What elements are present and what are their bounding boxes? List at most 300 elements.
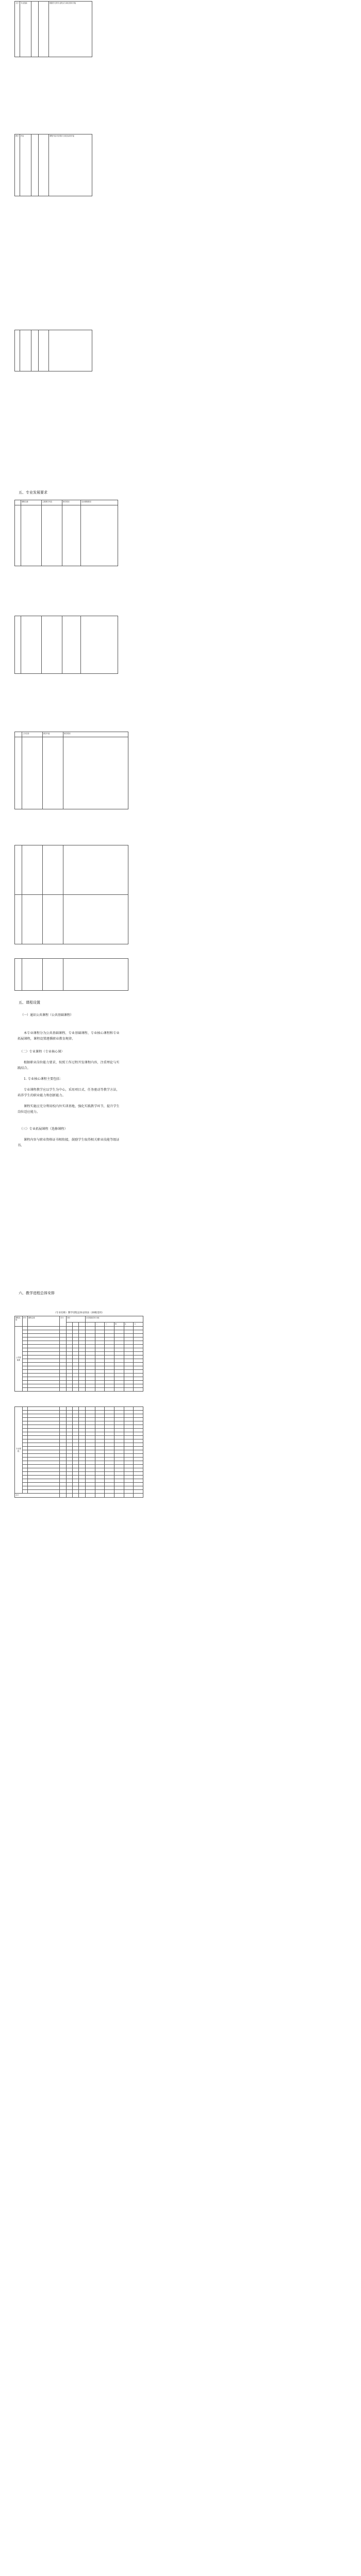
table-cell — [114, 1439, 124, 1443]
table-cell — [95, 1425, 105, 1429]
table-cell — [105, 1414, 114, 1418]
table-cell — [66, 1450, 72, 1454]
schedule-table — [14, 1316, 143, 1392]
table-cell — [66, 1476, 72, 1479]
table-cell — [27, 1363, 59, 1366]
table-row — [15, 1418, 143, 1421]
table-cell — [105, 1425, 114, 1429]
table-cell — [27, 1468, 59, 1472]
table-cell — [79, 1468, 85, 1472]
table-cell — [79, 1334, 85, 1337]
table-cell — [27, 1432, 59, 1436]
table-cell — [85, 1476, 95, 1479]
task-table — [14, 732, 128, 809]
table-header-cell — [73, 1323, 79, 1327]
table-row — [15, 1355, 143, 1359]
table-cell — [134, 1334, 143, 1337]
table-cell — [66, 1363, 72, 1366]
table-cell — [66, 1439, 72, 1443]
table-cell — [124, 1443, 134, 1447]
table-cell — [73, 1337, 79, 1341]
table-cell — [114, 1458, 124, 1461]
table-cell — [105, 1352, 114, 1355]
table-cell — [85, 1465, 95, 1468]
table-cell — [66, 1494, 72, 1498]
table-cell — [105, 1377, 114, 1381]
table-cell — [85, 1352, 95, 1355]
table-row — [15, 1345, 143, 1348]
table-cell — [79, 1443, 85, 1447]
table-cell — [114, 1381, 124, 1384]
table-cell — [95, 1374, 105, 1377]
table-cell — [79, 1447, 85, 1450]
table-cell — [85, 1447, 95, 1450]
table-cell — [60, 1374, 66, 1377]
table-cell — [66, 1407, 72, 1411]
table-cell — [85, 1421, 95, 1425]
table-cell — [79, 1411, 85, 1414]
table-cell — [95, 1359, 105, 1363]
table-cell — [79, 1490, 85, 1494]
table-cell — [114, 1337, 124, 1341]
table-cell — [15, 845, 22, 895]
table-row — [15, 1407, 143, 1411]
table-cell — [134, 1425, 143, 1429]
table-row — [15, 1330, 143, 1334]
table-cell — [60, 1436, 66, 1439]
table-cell — [15, 505, 21, 566]
table-cell — [105, 1407, 114, 1411]
table-cell — [85, 1388, 95, 1392]
table-cell — [79, 1458, 85, 1461]
table-cell — [105, 1345, 114, 1348]
paragraph: 1. 专业核心课程主要包括： — [24, 1077, 63, 1081]
table-cell — [22, 1490, 27, 1494]
table-cell — [79, 1425, 85, 1429]
table-cell — [79, 1432, 85, 1436]
table-row — [15, 1476, 143, 1479]
table-cell — [22, 1454, 27, 1458]
table-cell — [27, 1439, 59, 1443]
table-cell — [85, 1384, 95, 1388]
table-cell — [134, 1429, 143, 1432]
table-cell — [114, 1411, 124, 1414]
table-cell — [95, 1450, 105, 1454]
table-cell — [60, 1411, 66, 1414]
table-cell — [73, 1418, 79, 1421]
table-cell — [22, 1377, 27, 1381]
table-cell — [134, 1465, 143, 1468]
table-cell — [105, 1468, 114, 1472]
table-cell — [85, 1483, 95, 1486]
table-cell — [124, 1407, 134, 1411]
table-cell — [60, 1454, 66, 1458]
table-cell — [73, 1366, 79, 1370]
table-cell — [60, 1377, 66, 1381]
table-row — [15, 1429, 143, 1432]
table-cell — [105, 1443, 114, 1447]
table-cell — [95, 1418, 105, 1421]
total-label: 合计 — [15, 1494, 60, 1498]
table-cell — [60, 1359, 66, 1363]
table-cell: 教学 — [15, 134, 20, 196]
table-cell — [85, 1461, 95, 1465]
table-cell — [134, 1494, 143, 1498]
table-cell — [27, 1443, 59, 1447]
table-row — [15, 1479, 143, 1483]
table-cell — [124, 1429, 134, 1432]
table-cell — [66, 1366, 72, 1370]
table-cell — [66, 1359, 72, 1363]
table-cell — [134, 1384, 143, 1388]
table-cell — [85, 1414, 95, 1418]
table-cell — [60, 1483, 66, 1486]
table-cell — [124, 1366, 134, 1370]
table-cell — [79, 1479, 85, 1483]
table-cell — [27, 1388, 59, 1392]
table-row — [15, 1468, 143, 1472]
body-text — [18, 1030, 121, 1148]
table-cell — [105, 1476, 114, 1479]
table-cell — [66, 1483, 72, 1486]
table-cell — [66, 1352, 72, 1355]
table-cell — [105, 1334, 114, 1337]
table-row — [15, 1374, 143, 1377]
table-cell — [85, 1490, 95, 1494]
table-cell — [114, 1486, 124, 1490]
table-cell — [73, 1363, 79, 1366]
table-cell — [22, 1370, 27, 1374]
table-cell — [22, 1439, 27, 1443]
table-cell — [60, 1352, 66, 1355]
table-cell — [95, 1458, 105, 1461]
table-header-cell — [79, 1323, 85, 1327]
table-cell — [134, 1490, 143, 1494]
table-cell — [22, 1418, 27, 1421]
table-cell — [79, 1363, 85, 1366]
table-cell — [79, 1483, 85, 1486]
table-header-cell: 课程类别 — [15, 1316, 23, 1327]
table-cell — [66, 1468, 72, 1472]
table-cell — [79, 1327, 85, 1330]
table-cell — [27, 1429, 59, 1432]
table-cell — [43, 845, 63, 895]
paragraph: 根据职业岗位能力要求，按照工作过程开发课程内容，注重理论与实践结合。 — [18, 1061, 120, 1070]
table-cell — [49, 330, 92, 371]
table-cell: 课程内容对应要求与岗位标准对接 — [49, 134, 92, 196]
table-cell — [124, 1381, 134, 1384]
table-cell — [27, 1436, 59, 1439]
table-cell — [79, 1439, 85, 1443]
table-cell — [22, 1443, 27, 1447]
table-cell — [73, 1355, 79, 1359]
table-cell — [114, 1476, 124, 1479]
schedule-caption: （专业名称）教学进程总体安排表（20级适用） — [54, 1312, 104, 1314]
table-cell — [22, 1476, 27, 1479]
table-cell — [39, 134, 49, 196]
table-cell — [114, 1352, 124, 1355]
table-row — [15, 1443, 143, 1447]
table-cell — [60, 1450, 66, 1454]
table-cell — [105, 1458, 114, 1461]
table-cell — [85, 1345, 95, 1348]
table-cell — [85, 1439, 95, 1443]
paragraph: 课程实施应充分利用校内外实训基地，强化实践教学环节，提升学生岗位适应能力。 — [18, 1105, 120, 1114]
table-row — [15, 1388, 143, 1392]
table-cell — [124, 1348, 134, 1352]
table-cell — [22, 1359, 27, 1363]
semester-header: 三 — [105, 1323, 114, 1327]
table-cell — [114, 1414, 124, 1418]
table-cell — [114, 1348, 124, 1352]
table-cell — [27, 1472, 59, 1476]
table-cell — [66, 1345, 72, 1348]
table-cell — [85, 1486, 95, 1490]
table-cell — [22, 1432, 27, 1436]
table-cell — [27, 1352, 59, 1355]
category-cell: 专业课程 — [15, 1407, 23, 1494]
table-cell — [73, 1411, 79, 1414]
table-cell — [79, 1370, 85, 1374]
section-heading: 五、专业发展要求 — [19, 490, 47, 495]
table-cell — [43, 959, 63, 991]
table-row — [15, 1377, 143, 1381]
table-cell — [60, 1345, 66, 1348]
table-cell — [124, 1479, 134, 1483]
table-cell — [22, 1486, 27, 1490]
table-cell — [85, 1407, 95, 1411]
table-cell — [134, 1468, 143, 1472]
table-cell — [60, 1337, 66, 1341]
table-cell — [124, 1465, 134, 1468]
table-cell — [134, 1461, 143, 1465]
table-cell — [114, 1366, 124, 1370]
table-cell — [114, 1355, 124, 1359]
table-cell — [105, 1363, 114, 1366]
semester-header: 六 — [134, 1323, 143, 1327]
table-header-row — [15, 1316, 143, 1323]
table-cell — [22, 1388, 27, 1392]
table-cell — [95, 1461, 105, 1465]
table-row — [15, 1381, 143, 1384]
table-cell — [60, 1355, 66, 1359]
table-cell — [60, 1443, 66, 1447]
table-cell — [105, 1483, 114, 1486]
table-cell — [66, 1418, 72, 1421]
table-row — [15, 1425, 143, 1429]
table-cell — [27, 1450, 59, 1454]
table-row — [15, 1327, 143, 1330]
table-cell — [79, 1330, 85, 1334]
table-cell — [134, 1381, 143, 1384]
table-cell — [124, 1486, 134, 1490]
table-cell — [39, 330, 49, 371]
table-cell — [66, 1490, 72, 1494]
table-cell — [27, 1381, 59, 1384]
table-cell — [124, 1472, 134, 1476]
table-cell — [60, 1414, 66, 1418]
table-cell — [95, 1330, 105, 1334]
table-cell — [22, 1465, 27, 1468]
table-cell — [105, 1450, 114, 1454]
table-cell — [27, 1465, 59, 1468]
table-cell — [22, 1411, 27, 1414]
table-row — [15, 1384, 143, 1388]
table-cell — [27, 1330, 59, 1334]
table-cell — [22, 1450, 27, 1454]
table-cell — [66, 1458, 72, 1461]
table-cell — [95, 1490, 105, 1494]
table-cell — [124, 1352, 134, 1355]
table-cell — [73, 1388, 79, 1392]
total-row — [15, 1494, 143, 1498]
table-cell — [73, 1465, 79, 1468]
table-cell — [73, 1436, 79, 1439]
table-cell — [27, 1425, 59, 1429]
table-cell — [134, 1447, 143, 1450]
table-cell — [43, 895, 63, 944]
table-row — [15, 1486, 143, 1490]
table-cell — [27, 1337, 59, 1341]
table-cell — [73, 1352, 79, 1355]
table-cell — [124, 1377, 134, 1381]
table-cell — [124, 1327, 134, 1330]
table-cell — [79, 1421, 85, 1425]
table-cell — [85, 1454, 95, 1458]
table-cell — [27, 1334, 59, 1337]
table-cell — [114, 1363, 124, 1366]
table-cell — [124, 1483, 134, 1486]
table-cell — [60, 1327, 66, 1330]
table-cell — [124, 1421, 134, 1425]
table-cell — [60, 1407, 66, 1411]
table-cell — [85, 1355, 95, 1359]
table-cell — [95, 1429, 105, 1432]
table-cell — [31, 134, 39, 196]
table-cell — [22, 1345, 27, 1348]
table-cell — [105, 1436, 114, 1439]
table-cell — [22, 1327, 27, 1330]
table-cell — [124, 1461, 134, 1465]
table-cell — [95, 1388, 105, 1392]
table-cell — [73, 1341, 79, 1345]
table-cell — [73, 1334, 79, 1337]
table-cell — [66, 1381, 72, 1384]
table-cell — [85, 1429, 95, 1432]
table-cell — [124, 1490, 134, 1494]
table-cell — [27, 1377, 59, 1381]
table-cell — [15, 616, 21, 674]
section-heading: 六、教学进程总体安排 — [19, 1291, 55, 1295]
table-row — [15, 1341, 143, 1345]
table-cell — [73, 1348, 79, 1352]
course-table-continued — [14, 616, 118, 674]
table-cell — [79, 1461, 85, 1465]
table-cell — [95, 1439, 105, 1443]
table-cell — [63, 845, 128, 895]
table-cell — [105, 1461, 114, 1465]
table-cell — [95, 1476, 105, 1479]
table-cell — [134, 1374, 143, 1377]
section-heading: 五、课程设置 — [19, 1001, 40, 1005]
table-cell — [134, 1458, 143, 1461]
table-cell — [85, 1370, 95, 1374]
table-cell — [134, 1476, 143, 1479]
table-cell — [22, 1461, 27, 1465]
table-cell — [22, 1468, 27, 1472]
table-cell — [85, 1450, 95, 1454]
table-cell — [60, 1439, 66, 1443]
table-cell — [134, 1330, 143, 1334]
table-cell — [73, 1443, 79, 1447]
table-cell — [27, 1458, 59, 1461]
table-cell — [22, 1384, 27, 1388]
table-row — [15, 1458, 143, 1461]
table-cell — [60, 1429, 66, 1432]
table-cell — [22, 1337, 27, 1341]
table-cell — [105, 1359, 114, 1363]
table-cell — [134, 1345, 143, 1348]
table-cell — [114, 1421, 124, 1425]
table-cell — [60, 1348, 66, 1352]
table-cell — [105, 1355, 114, 1359]
table-cell — [85, 1458, 95, 1461]
paragraph: （二）专业课程（专业核心课） — [20, 1050, 64, 1054]
table-cell — [73, 1414, 79, 1418]
table-cell — [73, 1381, 79, 1384]
table-cell — [114, 1429, 124, 1432]
table-cell — [105, 1472, 114, 1476]
table-cell — [134, 1407, 143, 1411]
table-cell — [63, 895, 128, 944]
table-cell — [105, 1421, 114, 1425]
table-cell — [15, 959, 22, 991]
table-cell — [105, 1486, 114, 1490]
table-cell — [85, 1334, 95, 1337]
paragraph: 专业课程教学应以学生为中心，采用项目式、任务驱动等教学方法，培养学生的职业能力和创新能力。 — [18, 1088, 120, 1097]
table-cell — [27, 1418, 59, 1421]
table-cell — [66, 1337, 72, 1341]
table-cell — [124, 1450, 134, 1454]
table-cell — [22, 1483, 27, 1486]
course-table — [14, 500, 118, 566]
table-cell — [79, 1374, 85, 1377]
table-cell — [73, 1486, 79, 1490]
table-cell — [134, 1472, 143, 1476]
table-cell — [27, 1348, 59, 1352]
table-cell — [73, 1377, 79, 1381]
task-table-continued — [14, 845, 128, 944]
table-cell — [124, 1458, 134, 1461]
table-cell — [27, 1486, 59, 1490]
table-cell — [66, 1388, 72, 1392]
table-cell — [27, 1366, 59, 1370]
table-cell — [95, 1384, 105, 1388]
table-row — [15, 1432, 143, 1436]
table-cell — [85, 1363, 95, 1366]
table-header-cell: 课程名称 — [27, 1316, 59, 1327]
table-header-cell: 各学期周学时分配 — [85, 1316, 143, 1323]
table-cell — [22, 1366, 27, 1370]
table-cell — [79, 1384, 85, 1388]
table-row — [15, 1363, 143, 1366]
table-cell — [114, 1447, 124, 1450]
table-row — [15, 1483, 143, 1486]
table-row — [15, 1411, 143, 1414]
table-cell — [66, 1374, 72, 1377]
table-cell — [79, 1366, 85, 1370]
table-row — [15, 1370, 143, 1374]
